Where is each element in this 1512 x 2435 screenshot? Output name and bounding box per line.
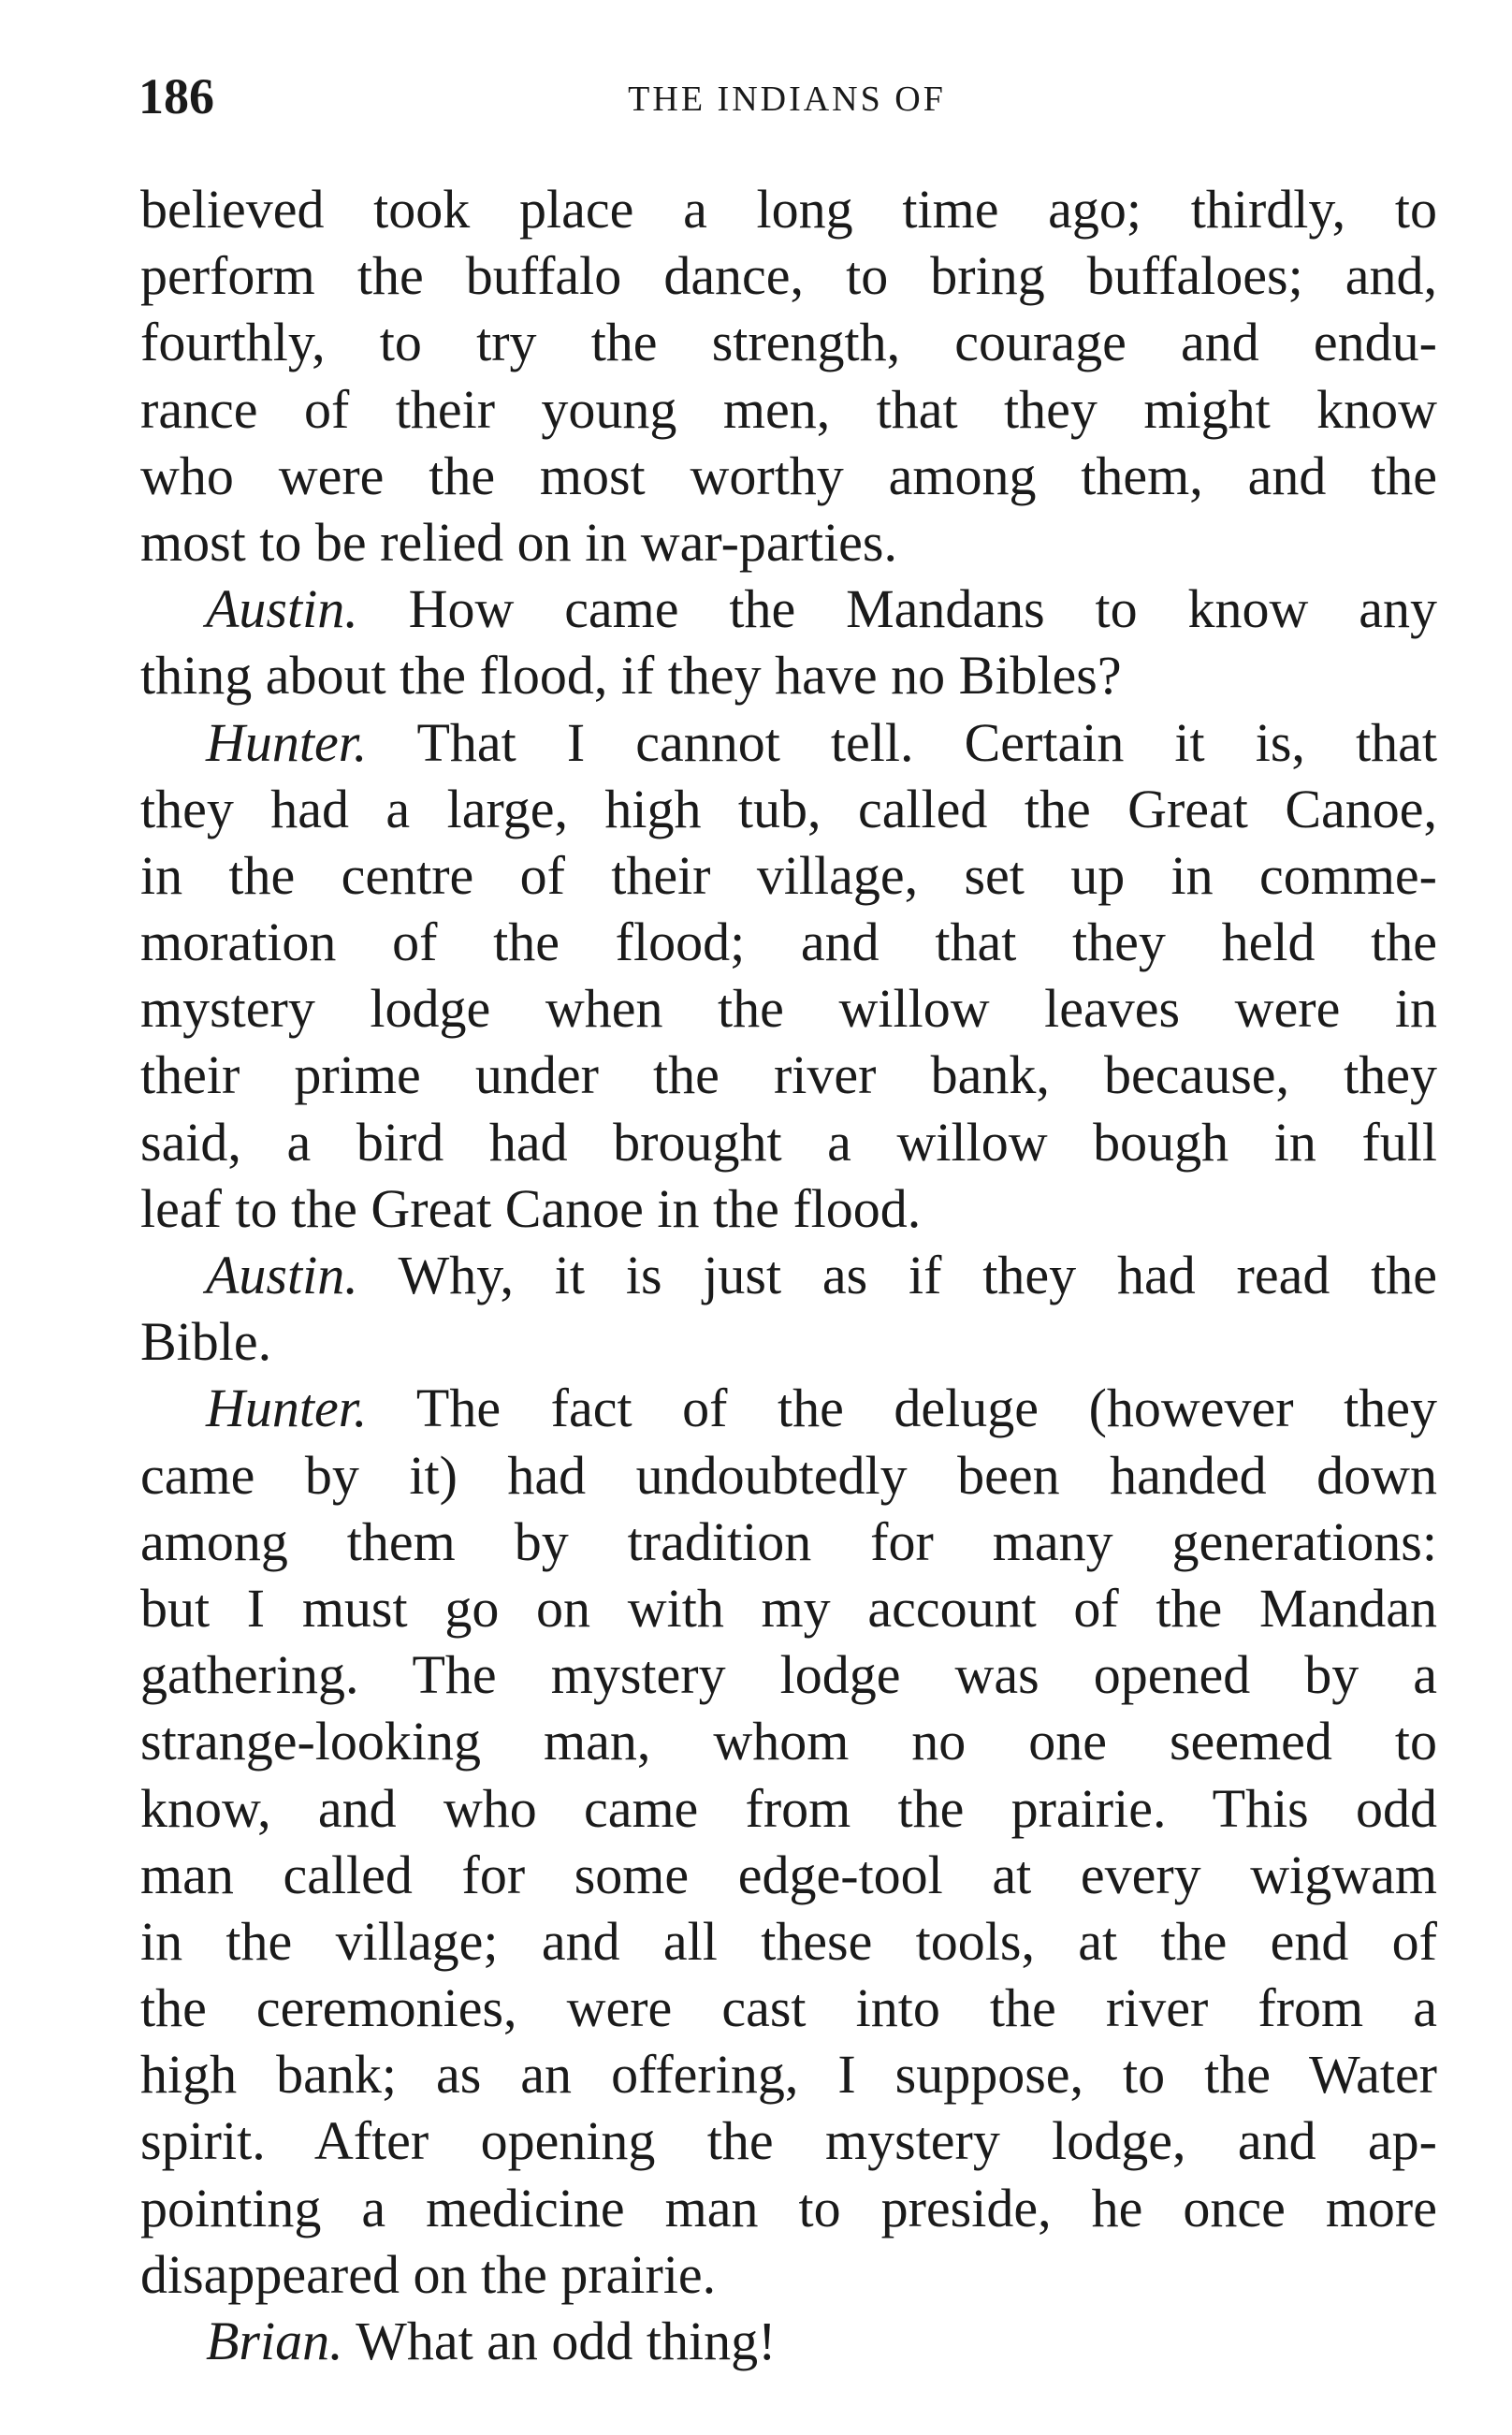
text-line xyxy=(140,176,1437,242)
line-text: That I cannot tell. Certain it is, that xyxy=(367,711,1437,773)
text-line xyxy=(140,842,1437,909)
text-line xyxy=(140,376,1437,443)
text-line xyxy=(140,1908,1437,1975)
line-text: moration of the flood; and that they held the xyxy=(140,911,1437,973)
text-line xyxy=(140,1775,1437,1842)
text-line xyxy=(140,2041,1437,2107)
text-line xyxy=(140,776,1437,842)
page-header xyxy=(138,64,1435,129)
line-text: pointing a medicine man to preside, he once more xyxy=(140,2177,1437,2238)
line-text: they had a large, high tub, called the Great Canoe, xyxy=(140,778,1437,839)
line-text: the ceremonies, were cast into the river from a xyxy=(140,1977,1437,2039)
text-line xyxy=(140,1842,1437,1908)
page-number: 186 xyxy=(138,68,214,124)
line-text: Why, it is just as if they had read the xyxy=(357,1245,1437,1305)
line-text: high bank; as an offering, I suppose, to the Water xyxy=(140,2044,1437,2106)
line-text: perform the buffalo dance, to bring buffaloes; and, xyxy=(140,245,1437,307)
text-line xyxy=(140,2107,1437,2174)
text-line xyxy=(140,1708,1437,1774)
text-line xyxy=(140,1375,1437,1441)
text-line xyxy=(140,1042,1437,1108)
line-text: man called for some edge-tool at every wigwam xyxy=(140,1844,1437,1905)
text-line xyxy=(140,709,1437,776)
text-line xyxy=(140,576,1437,642)
text-line xyxy=(140,2175,1437,2241)
line-text: said, a bird had brought a willow bough in full xyxy=(140,1111,1437,1173)
line-text: mystery lodge when the willow leaves were in xyxy=(140,978,1437,1040)
line-text: fourthly, to try the strength, courage and endu- xyxy=(140,312,1437,373)
line-text: thing about the flood, if they have no Bibles? xyxy=(140,645,1122,707)
line-text: in the centre of their village, set up in comme- xyxy=(140,844,1437,906)
speaker-name: Hunter. xyxy=(206,1378,368,1439)
line-text: know, and who came from the prairie. This odd xyxy=(140,1777,1437,1839)
line-text: believed took place a long time ago; thirdly, to xyxy=(140,179,1437,240)
body-text xyxy=(140,176,1437,2374)
text-line xyxy=(140,1308,1437,1375)
line-text: The fact of the deluge (however they xyxy=(367,1378,1437,1439)
text-line xyxy=(140,443,1437,509)
text-line xyxy=(140,2241,1437,2308)
text-line xyxy=(140,242,1437,309)
line-text: gathering. The mystery lodge was opened by a xyxy=(140,1644,1437,1706)
text-line xyxy=(140,975,1437,1042)
text-line xyxy=(140,909,1437,975)
line-text: What an odd thing! xyxy=(342,2311,777,2371)
text-line xyxy=(140,1242,1437,1308)
line-text: came by it) had undoubtedly been handed down xyxy=(140,1444,1437,1506)
running-head: THE INDIANS OF xyxy=(628,80,946,119)
text-line xyxy=(140,1975,1437,2041)
text-line xyxy=(140,642,1437,708)
line-text: in the village; and all these tools, at the end of xyxy=(140,1910,1437,1972)
text-line xyxy=(140,1175,1437,1242)
text-line xyxy=(140,1575,1437,1641)
text-line xyxy=(140,1509,1437,1575)
line-text: most to be relied on in war-parties. xyxy=(140,511,897,573)
line-text: Bible. xyxy=(140,1311,272,1373)
line-text: who were the most worthy among them, and the xyxy=(140,445,1437,506)
line-text: leaf to the Great Canoe in the flood. xyxy=(140,1177,922,1239)
line-text: their prime under the river bank, because, they xyxy=(140,1044,1437,1106)
text-line xyxy=(140,1109,1437,1175)
text-line xyxy=(140,1442,1437,1509)
line-text: but I must go on with my account of the Mandan xyxy=(140,1577,1437,1639)
line-text: among them by tradition for many generations: xyxy=(140,1510,1437,1572)
line-text: disappeared on the prairie. xyxy=(140,2243,717,2305)
line-text: strange-looking man, whom no one seemed to xyxy=(140,1711,1437,1772)
line-text: How came the Mandans to know any xyxy=(357,578,1437,640)
speaker-name: Austin. xyxy=(206,1245,358,1305)
line-text: spirit. After opening the mystery lodge, and ap- xyxy=(140,2110,1437,2172)
text-line xyxy=(140,1641,1437,1708)
text-line xyxy=(140,509,1437,576)
speaker-name: Hunter. xyxy=(206,711,368,773)
text-line xyxy=(140,309,1437,375)
text-line xyxy=(140,2308,1437,2374)
line-text: rance of their young men, that they might know xyxy=(140,378,1437,440)
speaker-name: Austin. xyxy=(206,578,358,640)
speaker-name: Brian. xyxy=(206,2311,343,2371)
